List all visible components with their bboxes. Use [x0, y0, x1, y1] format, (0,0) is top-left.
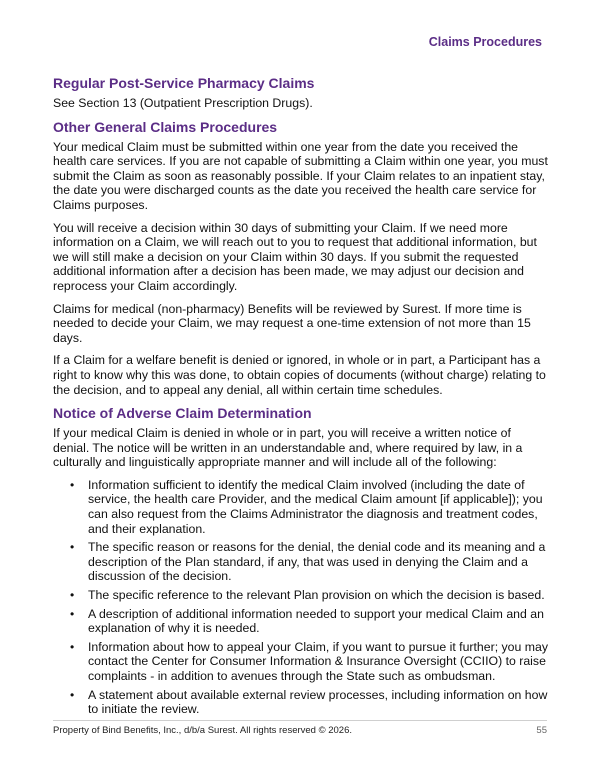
- page-content: [53, 75, 548, 721]
- bullet-list: [53, 478, 548, 717]
- section-heading: Notice of Adverse Claim Determination: [53, 405, 312, 422]
- list-item-text: The specific reference to the relevant Plan provision on which the decision is based.: [88, 588, 545, 603]
- section-general-claims: [53, 119, 548, 398]
- paragraph: If your medical Claim is denied in whole or in part, you will receive a written notice of denial. The notice will be written in an understandable and, where required by law, in a culturally and linguistically appropriate manner and will include all of the following:: [53, 426, 523, 470]
- list-item-text: A description of additional information needed to support your medical Claim and an explanation of why it is needed.: [88, 606, 544, 636]
- list-item: [53, 540, 548, 584]
- bullet-icon: •: [70, 540, 75, 555]
- section-heading: Other General Claims Procedures: [53, 118, 278, 135]
- paragraph: You will receive a decision within 30 days of submitting your Claim. If we need more information on a Claim, we will reach out to you to request that additional information, but we will still make a decision on your Claim within 30 days. If you submit the requested additional information after a decision has been made, we may adjust our decision and reprocess your Claim accordingly.: [53, 220, 537, 293]
- list-item-text: Information sufficient to identify the medical Claim involved (including the date of service, the health care Provider, and the medical Claim amount [if applicable]); you can also request from the Claims Administrator the diagnosis and treatment codes, and their explanation.: [88, 477, 543, 536]
- list-item: [53, 640, 548, 684]
- footer-copyright: Property of Bind Benefits, Inc., d/b/a Surest. All rights reserved © 2026.: [53, 725, 353, 736]
- section-pharmacy-claims: [53, 75, 548, 111]
- list-item: [53, 688, 548, 717]
- paragraph: Your medical Claim must be submitted within one year from the date you received the health care services. If you are not capable of submitting a Claim within one year, you must submit the Claim as soon as reasonably possible. If your Claim relates to an inpatient stay, the date you were discharged counts as the date you received the health care service for Claims purposes.: [53, 139, 548, 212]
- bullet-icon: •: [70, 588, 75, 603]
- paragraph: See Section 13 (Outpatient Prescription Drugs).: [53, 96, 313, 110]
- bullet-icon: •: [70, 477, 75, 492]
- list-item-text: The specific reason or reasons for the denial, the denial code and its meaning and a description of the Plan standard, if any, that was used in denying the Claim and a discussion of the decision.: [88, 540, 546, 584]
- bullet-icon: •: [70, 687, 75, 702]
- list-item-text: A statement about available external review processes, including information on how to initiate the review.: [88, 687, 548, 717]
- section-heading: Regular Post-Service Pharmacy Claims: [53, 75, 315, 91]
- running-header: Claims Procedures: [428, 35, 542, 49]
- list-item: [53, 607, 548, 636]
- paragraph: If a Claim for a welfare benefit is denied or ignored, in whole or in part, a Participant has a right to know why this was done, to obtain copies of documents (without charge) relating to the decision, and to appeal any denial, all within certain time schedules.: [53, 353, 546, 397]
- list-item-text: Information about how to appeal your Claim, if you want to pursue it further; you may contact the Center for Consumer Information & Insurance Oversight (CCIIO) to raise complaints - in addition to avenues through the State such as ombudsman.: [88, 639, 549, 683]
- paragraph: Claims for medical (non-pharmacy) Benefits will be reviewed by Surest. If more time is needed to decide your Claim, we may request a one-time extension of not more than 15 days.: [53, 301, 531, 345]
- list-item: [53, 588, 548, 603]
- page-number: 55: [536, 725, 547, 736]
- section-adverse-determination: [53, 405, 548, 717]
- page-footer: [53, 720, 547, 736]
- list-item: [53, 478, 548, 536]
- bullet-icon: •: [70, 639, 75, 654]
- bullet-icon: •: [70, 606, 75, 621]
